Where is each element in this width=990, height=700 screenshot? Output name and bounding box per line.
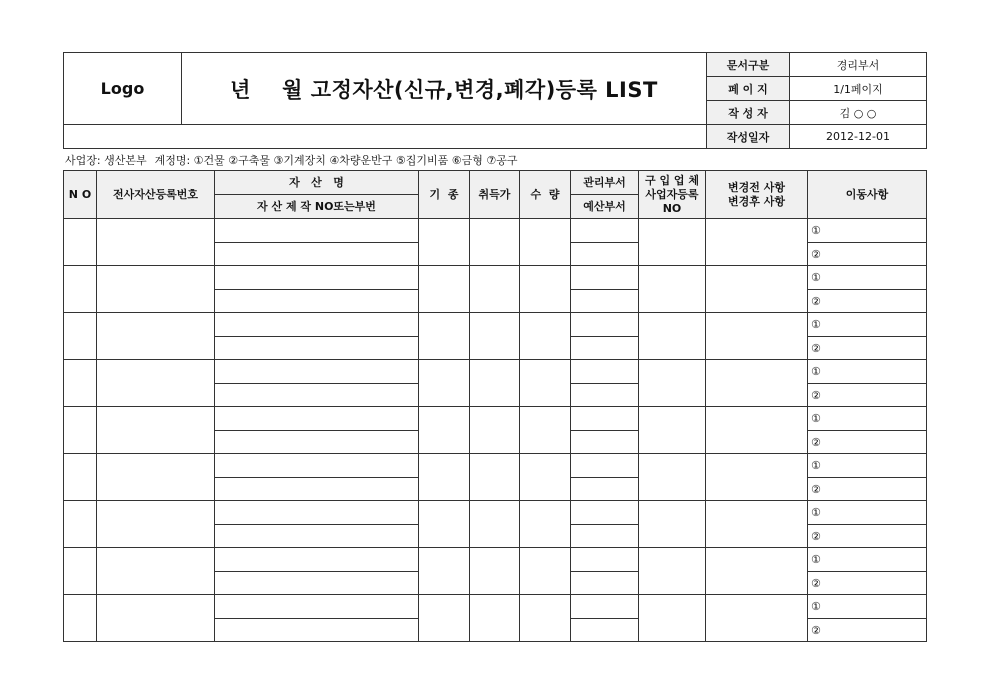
- cell-asset-name[interactable]: [215, 313, 419, 337]
- cell-no[interactable]: [64, 407, 97, 454]
- cell-type[interactable]: [419, 501, 470, 548]
- cell-budget-dept[interactable]: [571, 243, 639, 266]
- cell-budget-dept[interactable]: [571, 619, 639, 642]
- cell-move-1[interactable]: ①: [808, 454, 927, 478]
- cell-mgmt-dept[interactable]: [571, 454, 639, 478]
- cell-mgmt-dept[interactable]: [571, 313, 639, 337]
- cell-budget-dept[interactable]: [571, 431, 639, 454]
- cell-serial[interactable]: [215, 572, 419, 595]
- meta-label-date: 작성일자: [707, 125, 790, 149]
- cell-move-2[interactable]: ②: [808, 525, 927, 548]
- meta-value-author: 김 ○ ○: [790, 101, 927, 125]
- cell-type[interactable]: [419, 219, 470, 266]
- cell-asset-name[interactable]: [215, 407, 419, 431]
- cell-reg-no[interactable]: [97, 501, 215, 548]
- cell-move-2[interactable]: ②: [808, 572, 927, 595]
- table-row: [64, 266, 927, 290]
- cell-reg-no[interactable]: [97, 407, 215, 454]
- table-row: [64, 595, 927, 619]
- cell-acq-price[interactable]: [470, 360, 520, 407]
- cell-mgmt-dept[interactable]: [571, 360, 639, 384]
- cell-mgmt-dept[interactable]: [571, 548, 639, 572]
- cell-type[interactable]: [419, 313, 470, 360]
- cell-move-1[interactable]: ①: [808, 595, 927, 619]
- cell-reg-no[interactable]: [97, 548, 215, 595]
- cell-vendor[interactable]: [639, 219, 706, 266]
- cell-vendor[interactable]: [639, 266, 706, 313]
- cell-mgmt-dept[interactable]: [571, 501, 639, 525]
- cell-asset-name[interactable]: [215, 360, 419, 384]
- cell-change[interactable]: [706, 454, 808, 501]
- cell-vendor[interactable]: [639, 407, 706, 454]
- cell-move-2[interactable]: ②: [808, 431, 927, 454]
- cell-acq-price[interactable]: [470, 266, 520, 313]
- cell-no[interactable]: [64, 454, 97, 501]
- cell-budget-dept[interactable]: [571, 337, 639, 360]
- table-row: [64, 548, 927, 572]
- cell-no[interactable]: [64, 313, 97, 360]
- cell-budget-dept[interactable]: [571, 384, 639, 407]
- col-type: 기 종: [419, 171, 470, 219]
- cell-qty[interactable]: [520, 360, 571, 407]
- cell-change[interactable]: [706, 360, 808, 407]
- cell-acq-price[interactable]: [470, 595, 520, 642]
- cell-qty[interactable]: [520, 548, 571, 595]
- meta-value-doc-type: 경리부서: [790, 53, 927, 77]
- cell-change[interactable]: [706, 266, 808, 313]
- cell-qty[interactable]: [520, 454, 571, 501]
- col-vendor-line3: NO: [662, 201, 682, 215]
- cell-qty[interactable]: [520, 595, 571, 642]
- cell-acq-price[interactable]: [470, 219, 520, 266]
- meta-label-author: 작 성 자: [707, 101, 790, 125]
- cell-qty[interactable]: [520, 407, 571, 454]
- cell-acq-price[interactable]: [470, 407, 520, 454]
- cell-type[interactable]: [419, 454, 470, 501]
- header-box: [63, 52, 927, 149]
- cell-asset-name[interactable]: [215, 501, 419, 525]
- cell-serial[interactable]: [215, 619, 419, 642]
- cell-mgmt-dept[interactable]: [571, 219, 639, 243]
- col-vendor-line1: 구 입 업 체: [645, 173, 699, 187]
- col-change-before: 변경전 사항: [728, 180, 785, 194]
- cell-vendor[interactable]: [639, 313, 706, 360]
- header-spacer: [64, 125, 707, 149]
- meta-label-page: 페 이 지: [707, 77, 790, 101]
- cell-serial[interactable]: [215, 431, 419, 454]
- cell-serial[interactable]: [215, 243, 419, 266]
- cell-move-2[interactable]: ②: [808, 384, 927, 407]
- cell-type[interactable]: [419, 548, 470, 595]
- cell-change[interactable]: [706, 219, 808, 266]
- cell-move-1[interactable]: ①: [808, 313, 927, 337]
- cell-move-1[interactable]: ①: [808, 219, 927, 243]
- cell-vendor[interactable]: [639, 595, 706, 642]
- col-budget-dept: 예산부서: [571, 195, 639, 219]
- page-title: 년 월 고정자산(신규,변경,폐각)등록 LIST: [182, 53, 707, 125]
- col-vendor-line2: 사업자등록: [645, 187, 699, 201]
- cell-no[interactable]: [64, 548, 97, 595]
- cell-change[interactable]: [706, 407, 808, 454]
- cell-mgmt-dept[interactable]: [571, 595, 639, 619]
- cell-vendor[interactable]: [639, 548, 706, 595]
- cell-qty[interactable]: [520, 219, 571, 266]
- cell-asset-name[interactable]: [215, 454, 419, 478]
- subtitle-line: [65, 152, 517, 168]
- cell-type[interactable]: [419, 360, 470, 407]
- cell-serial[interactable]: [215, 384, 419, 407]
- cell-move-2[interactable]: ②: [808, 243, 927, 266]
- cell-serial[interactable]: [215, 337, 419, 360]
- cell-move-2[interactable]: ②: [808, 619, 927, 642]
- cell-serial[interactable]: [215, 290, 419, 313]
- cell-qty[interactable]: [520, 313, 571, 360]
- cell-acq-price[interactable]: [470, 548, 520, 595]
- asset-table: [63, 170, 927, 642]
- cell-reg-no[interactable]: [97, 454, 215, 501]
- cell-move-2[interactable]: ②: [808, 478, 927, 501]
- col-acq-price: 취득가: [470, 171, 520, 219]
- cell-acq-price[interactable]: [470, 501, 520, 548]
- cell-asset-name[interactable]: [215, 219, 419, 243]
- table-row: [64, 219, 927, 243]
- cell-type[interactable]: [419, 595, 470, 642]
- cell-qty[interactable]: [520, 501, 571, 548]
- col-serial: 자 산 제 작 NO또는부번: [215, 195, 419, 219]
- cell-asset-name[interactable]: [215, 266, 419, 290]
- cell-change[interactable]: [706, 501, 808, 548]
- col-asset-name: 자 산 명: [215, 171, 419, 195]
- cell-reg-no[interactable]: [97, 595, 215, 642]
- cell-reg-no[interactable]: [97, 360, 215, 407]
- cell-no[interactable]: [64, 266, 97, 313]
- meta-value-date: 2012-12-01: [790, 125, 927, 149]
- cell-mgmt-dept[interactable]: [571, 266, 639, 290]
- cell-asset-name[interactable]: [215, 548, 419, 572]
- site-label: 사업장: 생산본부: [65, 154, 147, 167]
- table-row: [64, 501, 927, 525]
- cell-move-1[interactable]: ①: [808, 548, 927, 572]
- col-reg-no: 전사자산등록번호: [97, 171, 215, 219]
- cell-move-1[interactable]: ①: [808, 501, 927, 525]
- cell-change[interactable]: [706, 548, 808, 595]
- cell-no[interactable]: [64, 219, 97, 266]
- cell-acq-price[interactable]: [470, 313, 520, 360]
- col-no: N O: [64, 171, 97, 219]
- col-move: 이동사항: [808, 171, 927, 219]
- col-mgmt-dept: 관리부서: [571, 171, 639, 195]
- cell-acq-price[interactable]: [470, 454, 520, 501]
- cell-budget-dept[interactable]: [571, 572, 639, 595]
- cell-vendor[interactable]: [639, 454, 706, 501]
- cell-move-1[interactable]: ①: [808, 360, 927, 384]
- table-row: [64, 313, 927, 337]
- cell-budget-dept[interactable]: [571, 478, 639, 501]
- cell-move-1[interactable]: ①: [808, 266, 927, 290]
- cell-reg-no[interactable]: [97, 266, 215, 313]
- cell-reg-no[interactable]: [97, 219, 215, 266]
- col-change-after: 변경후 사항: [728, 194, 785, 208]
- meta-value-page: 1/1페이지: [790, 77, 927, 101]
- cell-change[interactable]: [706, 595, 808, 642]
- cell-no[interactable]: [64, 360, 97, 407]
- col-vendor: [639, 171, 706, 219]
- cell-move-2[interactable]: ②: [808, 290, 927, 313]
- cell-budget-dept[interactable]: [571, 290, 639, 313]
- cell-serial[interactable]: [215, 478, 419, 501]
- cell-move-2[interactable]: ②: [808, 337, 927, 360]
- cell-asset-name[interactable]: [215, 595, 419, 619]
- cell-no[interactable]: [64, 501, 97, 548]
- table-row: [64, 360, 927, 384]
- cell-vendor[interactable]: [639, 360, 706, 407]
- logo: Logo: [64, 53, 182, 125]
- cell-type[interactable]: [419, 407, 470, 454]
- col-qty: 수 량: [520, 171, 571, 219]
- meta-label-doc-type: 문서구분: [707, 53, 790, 77]
- table-row: [64, 454, 927, 478]
- cell-budget-dept[interactable]: [571, 525, 639, 548]
- col-change: [706, 171, 808, 219]
- cell-type[interactable]: [419, 266, 470, 313]
- account-legend: 계정명: ①건물 ②구축물 ③기계장치 ④차량운반구 ⑤집기비품 ⑥금형 ⑦공구: [154, 154, 518, 167]
- cell-serial[interactable]: [215, 525, 419, 548]
- cell-change[interactable]: [706, 313, 808, 360]
- cell-qty[interactable]: [520, 266, 571, 313]
- cell-mgmt-dept[interactable]: [571, 407, 639, 431]
- cell-move-1[interactable]: ①: [808, 407, 927, 431]
- cell-reg-no[interactable]: [97, 313, 215, 360]
- table-row: [64, 407, 927, 431]
- cell-vendor[interactable]: [639, 501, 706, 548]
- cell-no[interactable]: [64, 595, 97, 642]
